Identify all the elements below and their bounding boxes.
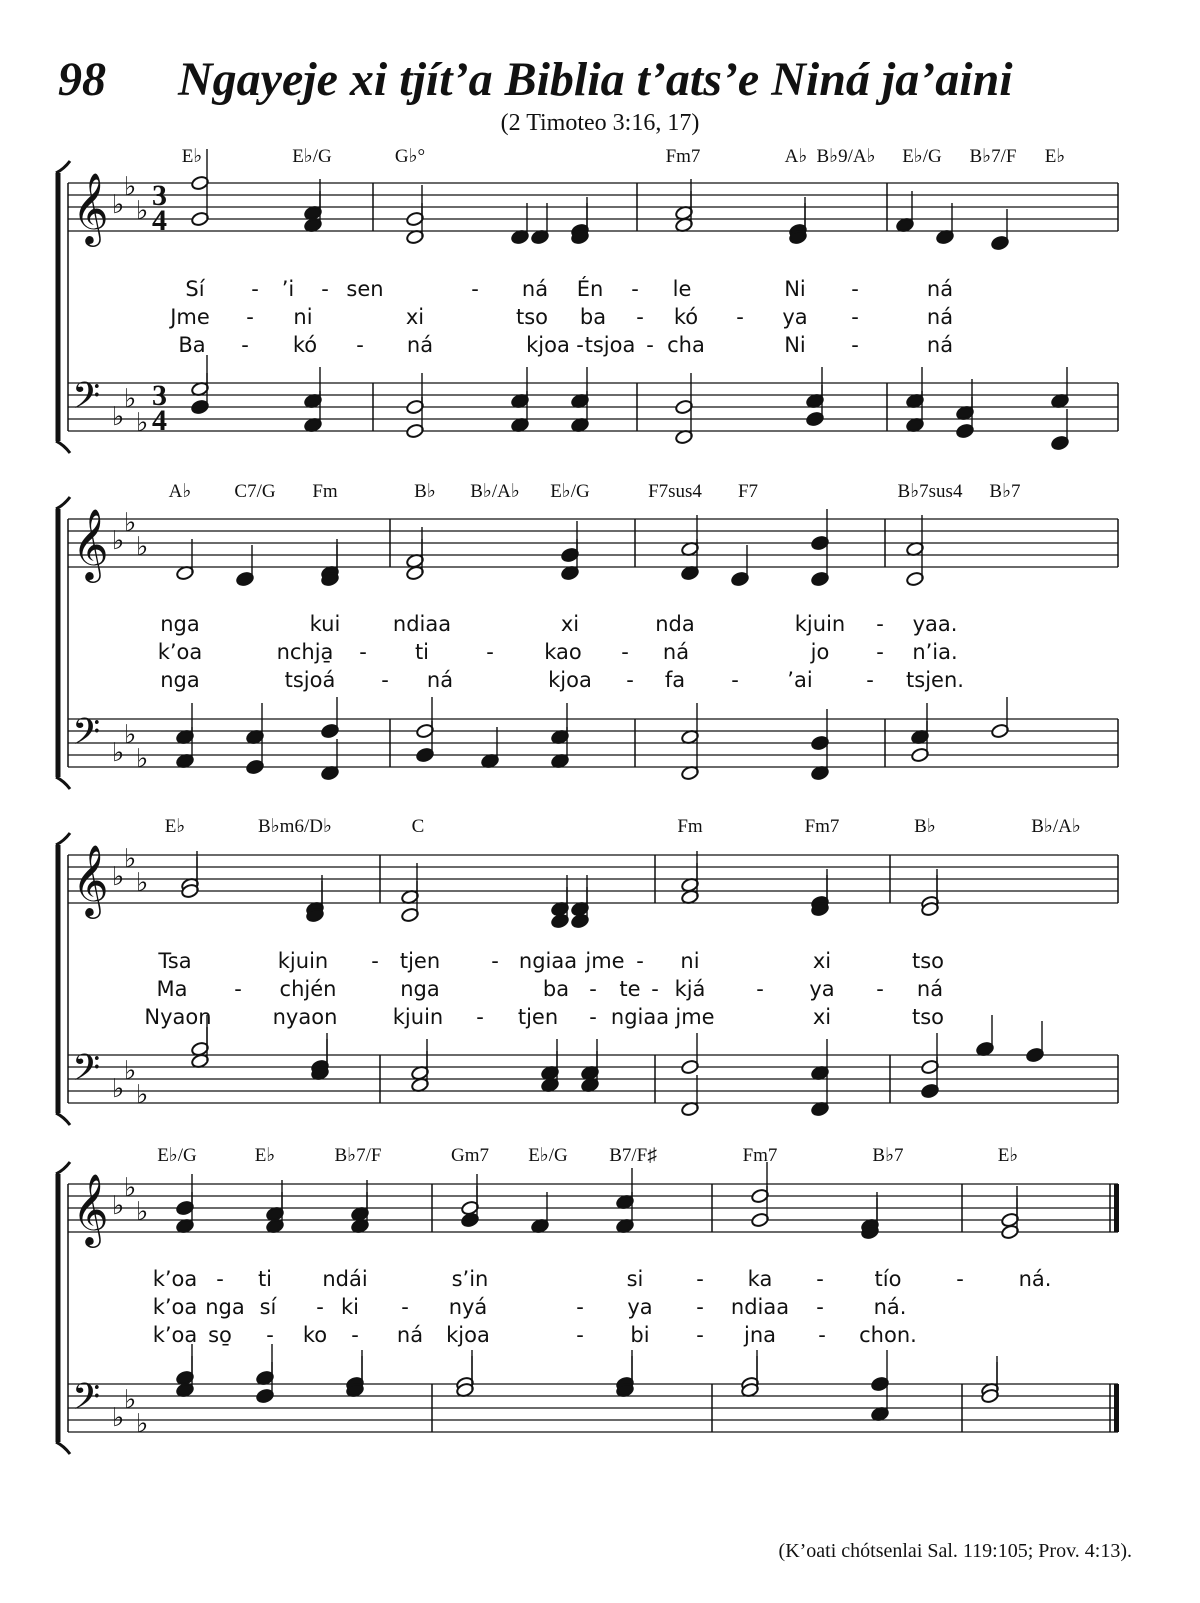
key-signature-flat: ♭ — [124, 172, 137, 202]
lyric-syllable: kó — [292, 333, 318, 357]
lyric-syllable: ba — [579, 305, 607, 329]
lyric-syllable: - — [816, 1267, 824, 1291]
key-signature-flat: ♭ — [112, 526, 125, 556]
lyric-syllable: nga — [160, 612, 200, 636]
lyric-syllable: - — [381, 668, 389, 692]
lyric-syllable: - — [471, 277, 479, 301]
lyric-syllable: - — [359, 640, 367, 664]
key-signature-flat: ♭ — [136, 868, 149, 898]
lyric-syllable: kjá — [674, 977, 706, 1001]
bass-clef: 𝄢 — [72, 1047, 101, 1098]
lyric-syllable: nda — [655, 612, 695, 636]
key-signature-flat: ♭ — [136, 408, 149, 438]
lyric-syllable: nyá — [448, 1295, 488, 1319]
lyric-syllable: - — [851, 305, 859, 329]
lyric-syllable: nga — [160, 668, 200, 692]
lyric-syllable: n’ia. — [912, 640, 958, 664]
lyric-syllable: ndiaa — [730, 1295, 790, 1319]
lyric-syllable: ndiaa — [392, 612, 452, 636]
lyric-syllable: ba — [542, 977, 570, 1001]
lyric-syllable: kjuin — [392, 1005, 444, 1029]
lyric-syllable: - — [251, 277, 259, 301]
lyric-syllable: - — [621, 640, 629, 664]
footnote-reference: (K’oati chótsenlai Sal. 119:105; Prov. 4:13). — [778, 1540, 1132, 1562]
lyric-syllable: kjuin — [277, 949, 329, 973]
lyric-syllable: - — [736, 305, 744, 329]
lyric-syllable: tsjoa — [584, 333, 636, 357]
lyric-syllable: sen — [346, 277, 384, 301]
key-signature-flat: ♭ — [112, 1403, 125, 1433]
bass-clef: 𝄢 — [72, 1376, 101, 1427]
lyric-syllable: kó — [673, 305, 699, 329]
lyric-syllable: kui — [309, 612, 341, 636]
lyric-syllable: - — [956, 1267, 964, 1291]
lyric-syllable: - — [476, 1005, 484, 1029]
staff-system-3 — [56, 816, 1118, 1125]
lyric-syllable: - — [636, 949, 644, 973]
lyric-syllable: Ba — [178, 333, 206, 357]
key-signature-flat: ♭ — [112, 862, 125, 892]
lyric-syllable: si — [626, 1267, 644, 1291]
lyric-syllable: - — [589, 1005, 597, 1029]
chord-symbol: A♭ — [784, 146, 808, 167]
lyric-syllable: Sí — [185, 277, 205, 301]
chord-symbol: B♭m6/D♭ — [258, 816, 332, 837]
key-signature-flat: ♭ — [136, 744, 149, 774]
chord-symbol: E♭/G — [292, 146, 332, 167]
bracket-bottom-hook — [56, 777, 70, 789]
lyric-syllable: nyaon — [272, 1005, 338, 1029]
key-signature-flat: ♭ — [136, 1409, 149, 1439]
lyric-syllable: - — [731, 668, 739, 692]
hymn-title: Ngayeje xi tjít’a Biblia t’ats’e Niná ja’aini — [178, 53, 1013, 106]
lyric-syllable: - — [818, 1323, 826, 1347]
lyric-syllable: kjoa — [446, 1323, 490, 1347]
lyric-syllable: - — [241, 333, 249, 357]
lyric-syllable: - — [696, 1267, 704, 1291]
key-signature-flat: ♭ — [136, 1080, 149, 1110]
lyric-syllable: nga — [400, 977, 440, 1001]
chord-symbol: B♭ — [414, 481, 436, 502]
lyric-syllable: ná — [396, 1323, 424, 1347]
treble-clef: 𝄞 — [72, 843, 109, 916]
lyric-syllable: - — [876, 612, 884, 636]
key-signature-flat: ♭ — [124, 384, 137, 414]
lyric-syllable: ná — [926, 277, 954, 301]
lyric-syllable: xi — [405, 305, 425, 329]
lyric-syllable: - — [234, 977, 242, 1001]
lyric-syllable: - — [589, 977, 597, 1001]
lyric-syllable: sí — [259, 1295, 277, 1319]
time-signature-top: 3 — [152, 179, 167, 212]
key-signature-flat: ♭ — [124, 1173, 137, 1203]
lyric-syllable: ndái — [322, 1267, 368, 1291]
key-signature-flat: ♭ — [112, 190, 125, 220]
lyric-syllable: ná. — [873, 1295, 907, 1319]
bracket-top-hook — [56, 1162, 70, 1174]
lyric-syllable: ná. — [1018, 1267, 1052, 1291]
chord-symbol: Gm7 — [451, 1145, 489, 1166]
lyric-syllable: jme — [585, 949, 625, 973]
chord-symbol: A♭ — [168, 481, 192, 502]
lyric-syllable: - — [316, 1295, 324, 1319]
lyric-syllable: Jme — [170, 305, 210, 329]
lyric-syllable: ná — [406, 333, 434, 357]
lyric-syllable: xi — [812, 1005, 832, 1029]
lyric-syllable: xi — [812, 949, 832, 973]
lyric-syllable: - — [866, 668, 874, 692]
lyric-syllable: - — [266, 1323, 274, 1347]
lyric-syllable: fa — [664, 668, 686, 692]
chord-symbol: E♭ — [254, 1145, 276, 1166]
scripture-reference: (2 Timoteo 3:16, 17) — [500, 110, 700, 136]
key-signature-flat: ♭ — [112, 1191, 125, 1221]
lyric-syllable: k’oa — [157, 640, 203, 664]
chord-symbol: B♭7 — [872, 1145, 904, 1166]
lyric-syllable: k’oa — [152, 1295, 198, 1319]
lyric-syllable: - — [321, 277, 329, 301]
lyric-syllable: - — [756, 977, 764, 1001]
lyric-syllable: tsjen. — [906, 668, 964, 692]
key-signature-flat: ♭ — [136, 1197, 149, 1227]
lyric-syllable: - — [626, 668, 634, 692]
lyric-syllable: s’in — [451, 1267, 489, 1291]
staff-system-2 — [56, 481, 1118, 789]
chord-symbol: E♭/G — [902, 146, 942, 167]
time-signature-top: 3 — [152, 379, 167, 412]
lyric-syllable: ná — [521, 277, 549, 301]
chord-symbol: B♭7/F — [969, 146, 1017, 167]
lyric-syllable: cha — [667, 333, 705, 357]
chord-symbol: G♭° — [394, 146, 426, 167]
lyric-syllable: - — [371, 949, 379, 973]
chord-symbol: F7sus4 — [648, 481, 702, 502]
lyric-syllable: nga — [205, 1295, 245, 1319]
chord-symbol: E♭ — [164, 816, 186, 837]
lyric-syllable: tso — [515, 305, 549, 329]
lyric-syllable: k’oa — [152, 1267, 198, 1291]
lyric-syllable: ’i — [281, 277, 295, 301]
lyric-syllable: chjén — [279, 977, 337, 1001]
lyric-syllable: - — [351, 1323, 359, 1347]
lyric-syllable: ná — [926, 305, 954, 329]
lyric-syllable: tso — [911, 949, 945, 973]
lyric-syllable: ná — [916, 977, 944, 1001]
chord-symbol: F7 — [737, 481, 759, 502]
key-signature-flat: ♭ — [112, 738, 125, 768]
lyric-syllable: ná — [926, 333, 954, 357]
key-signature-flat: ♭ — [124, 844, 137, 874]
chord-symbol: E♭/G — [550, 481, 590, 502]
lyric-syllable: - — [816, 1295, 824, 1319]
staff-system-4 — [56, 1145, 1119, 1454]
lyric-syllable: ’ai — [787, 668, 813, 692]
chord-symbol: E♭/G — [157, 1145, 197, 1166]
lyric-syllable: Én — [576, 277, 604, 301]
bass-clef: 𝄢 — [72, 375, 101, 426]
chord-symbol: Fm — [312, 481, 338, 502]
chord-symbol: B♭/A♭ — [470, 481, 520, 502]
chord-symbol: Fm7 — [804, 816, 840, 837]
treble-clef: 𝄞 — [72, 507, 109, 580]
lyric-syllable: kjoa — [526, 333, 570, 357]
lyric-syllable: - — [576, 333, 584, 357]
lyric-syllable: yaa. — [912, 612, 958, 636]
lyric-syllable: te — [619, 977, 641, 1001]
key-signature-flat: ♭ — [136, 532, 149, 562]
key-signature-flat: ♭ — [112, 402, 125, 432]
lyric-syllable: - — [246, 305, 254, 329]
key-signature-flat: ♭ — [112, 1074, 125, 1104]
staff-system-1 — [56, 146, 1118, 453]
lyric-syllable: k’oa — [152, 1323, 198, 1347]
chord-symbol: C7/G — [234, 481, 276, 502]
lyric-syllable: - — [491, 949, 499, 973]
lyric-syllable: kjoa — [548, 668, 592, 692]
treble-clef: 𝄞 — [72, 1172, 109, 1245]
chord-symbol: B♭7 — [989, 481, 1021, 502]
lyric-syllable: ki — [341, 1295, 359, 1319]
lyric-syllable: tío — [874, 1267, 902, 1291]
lyric-syllable: ná — [426, 668, 454, 692]
chord-symbol: B♭7/F — [334, 1145, 382, 1166]
chord-symbol: B♭9/A♭ — [816, 146, 876, 167]
lyric-syllable: xi — [560, 612, 580, 636]
lyric-syllable: ka — [747, 1267, 773, 1291]
lyric-syllable: chon. — [859, 1323, 917, 1347]
lyric-syllable: - — [636, 305, 644, 329]
lyric-syllable: - — [486, 640, 494, 664]
lyric-syllable: jme — [675, 1005, 715, 1029]
lyric-syllable: - — [851, 277, 859, 301]
key-signature-flat: ♭ — [124, 1056, 137, 1086]
bracket-bottom-hook — [56, 441, 70, 453]
lyric-syllable: ya — [782, 305, 808, 329]
lyric-syllable: - — [876, 977, 884, 1001]
lyric-syllable: kjuin — [794, 612, 846, 636]
chord-symbol: B7/F♯ — [609, 1145, 657, 1166]
lyric-syllable: ni — [680, 949, 700, 973]
lyric-syllable: ngiaa — [610, 1005, 670, 1029]
bracket-top-hook — [56, 833, 70, 845]
bracket-bottom-hook — [56, 1113, 70, 1125]
lyric-syllable: le — [672, 277, 692, 301]
lyric-syllable: ni — [293, 305, 313, 329]
lyric-syllable: Ni — [784, 277, 806, 301]
lyric-syllable: ti — [414, 640, 430, 664]
lyric-syllable: kao — [544, 640, 582, 664]
lyric-syllable: bi — [630, 1323, 650, 1347]
final-barline-thick — [1114, 1384, 1119, 1432]
lyric-syllable: - — [576, 1295, 584, 1319]
chord-symbol: Fm — [677, 816, 703, 837]
chord-symbol: Fm7 — [665, 146, 701, 167]
lyric-syllable: - — [651, 977, 659, 1001]
lyric-syllable: - — [401, 1295, 409, 1319]
lyric-syllable: tsjoá — [284, 668, 336, 692]
chord-symbol: E♭/G — [528, 1145, 568, 1166]
lyric-syllable: jo — [810, 640, 830, 664]
lyric-syllable: - — [356, 333, 364, 357]
time-signature-bottom: 4 — [152, 404, 167, 437]
hymn-number: 98 — [58, 53, 106, 106]
time-signature-bottom: 4 — [152, 204, 167, 237]
bass-clef: 𝄢 — [72, 711, 101, 762]
lyric-syllable: ngiaa — [518, 949, 578, 973]
chord-symbol: B♭ — [914, 816, 936, 837]
lyric-syllable: Ma — [156, 977, 188, 1001]
final-barline-thick — [1114, 1184, 1119, 1232]
key-signature-flat: ♭ — [136, 196, 149, 226]
lyric-syllable: - — [576, 1323, 584, 1347]
lyric-syllable: Ni — [784, 333, 806, 357]
bracket-top-hook — [56, 497, 70, 509]
lyric-syllable: so̱ — [208, 1323, 232, 1347]
key-signature-flat: ♭ — [124, 508, 137, 538]
chord-symbol: E♭ — [1044, 146, 1066, 167]
lyric-syllable: tjen — [399, 949, 441, 973]
lyric-syllable: Nyaon — [144, 1005, 212, 1029]
treble-clef: 𝄞 — [72, 171, 109, 244]
chord-symbol: B♭7sus4 — [897, 481, 963, 502]
chord-symbol: B♭/A♭ — [1031, 816, 1081, 837]
key-signature-flat: ♭ — [124, 1385, 137, 1415]
lyric-syllable: - — [216, 1267, 224, 1291]
bracket-top-hook — [56, 161, 70, 173]
chord-symbol: E♭ — [181, 146, 203, 167]
lyric-syllable: - — [646, 333, 654, 357]
lyric-syllable: ya — [809, 977, 835, 1001]
lyric-syllable: tjen — [517, 1005, 559, 1029]
lyric-syllable: - — [876, 640, 884, 664]
key-signature-flat: ♭ — [124, 720, 137, 750]
chord-symbol: Fm7 — [742, 1145, 778, 1166]
chord-symbol: C — [411, 816, 425, 837]
lyric-syllable: ná — [662, 640, 690, 664]
lyric-syllable: - — [851, 333, 859, 357]
lyric-syllable: - — [631, 277, 639, 301]
lyric-syllable: ti — [257, 1267, 273, 1291]
lyric-syllable: ko — [302, 1323, 328, 1347]
lyric-syllable: jna — [743, 1323, 777, 1347]
lyric-syllable: ya — [627, 1295, 653, 1319]
lyric-syllable: - — [696, 1323, 704, 1347]
lyric-syllable: tso — [911, 1005, 945, 1029]
lyric-syllable: - — [696, 1295, 704, 1319]
lyric-syllable: Tsa — [158, 949, 192, 973]
bracket-bottom-hook — [56, 1442, 70, 1454]
lyric-syllable: nchja̱ — [276, 640, 334, 664]
chord-symbol: E♭ — [997, 1145, 1019, 1166]
